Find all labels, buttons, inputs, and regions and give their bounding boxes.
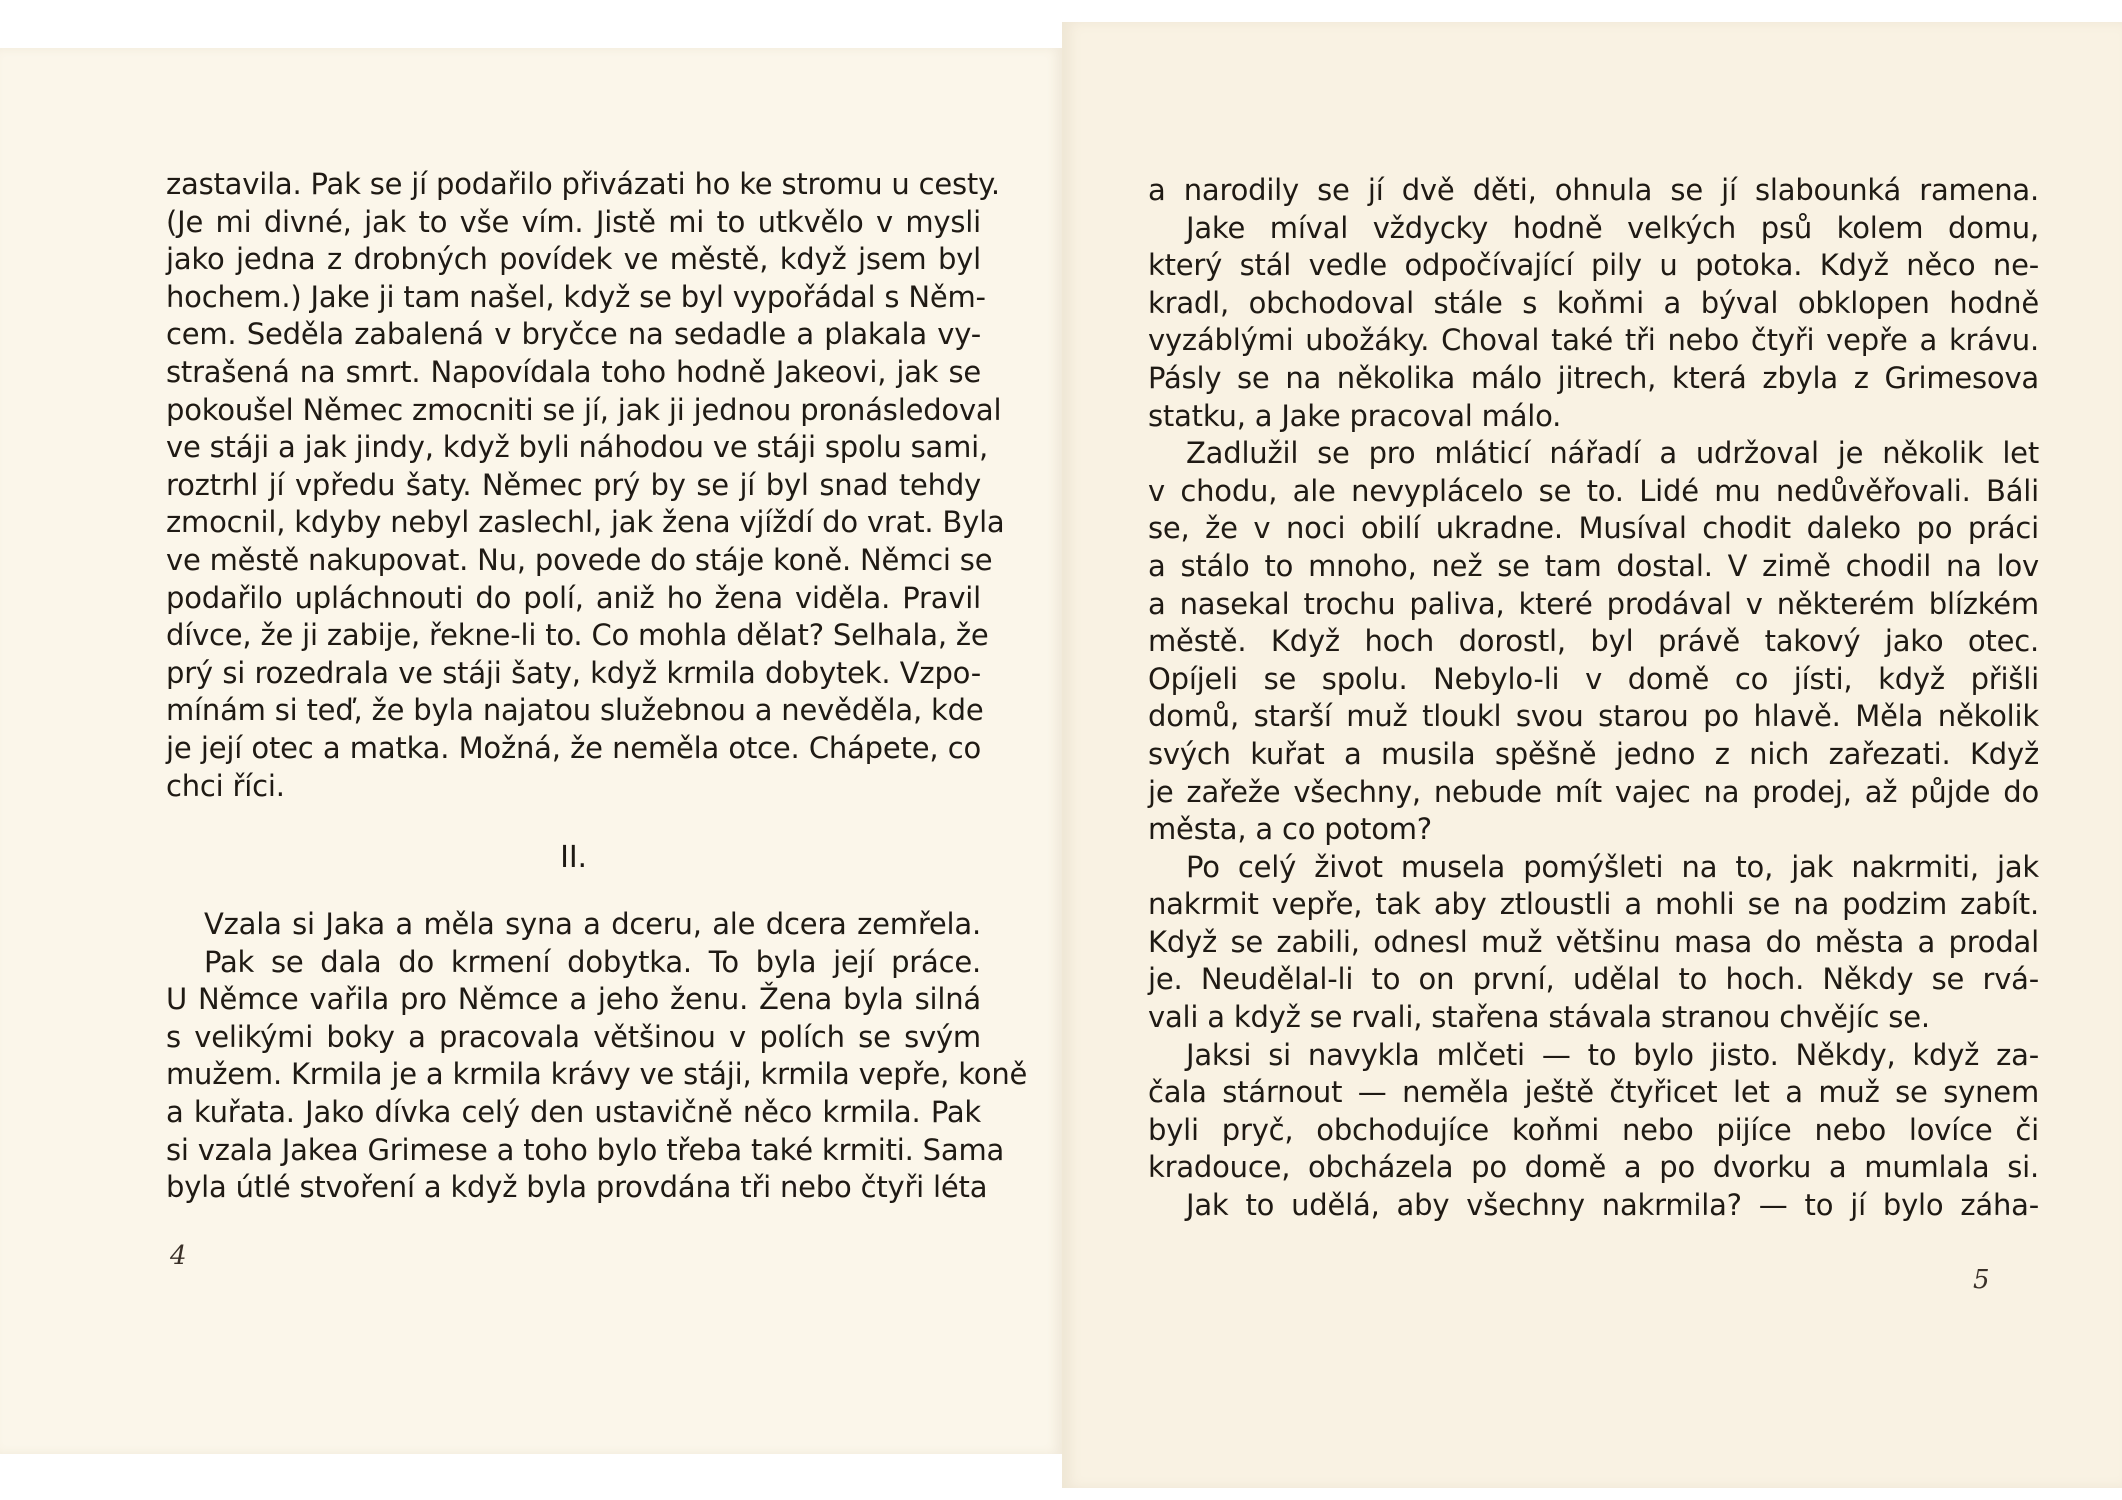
text-line: Opíjeli se spolu. Nebylo-li v domě co jísti, když přišli <box>1148 661 2039 696</box>
text-line: Pak se dala do krmení dobytka. To byla její práce. <box>204 944 981 979</box>
text-line: města, a co potom? <box>1148 812 1432 847</box>
text-line: svých kuřat a musila spěšně jedno z nich zařezati. Když <box>1148 736 2039 771</box>
text-line: Jake míval vždycky hodně velkých psů kolem domu, <box>1186 210 2039 245</box>
text-line: ve městě nakupovat. Nu, povede do stáje koně. Němci se <box>166 542 993 577</box>
text-line: městě. Když hoch dorostl, byl právě takový jako otec. <box>1148 624 2039 659</box>
text-line: zmocnil, kdyby nebyl zaslechl, jak žena vjíždí do vrat. Byla <box>166 505 1005 540</box>
text-line: s velikými boky a pracovala většinou v polích se svým <box>166 1019 981 1054</box>
text-line: Pásly se na několika málo jitrech, která zbyla z Grimesova <box>1148 360 2039 395</box>
text-line: kradouce, obcházela po domě a po dvorku a mumlala si. <box>1148 1150 2039 1185</box>
text-line: a narodily se jí dvě děti, ohnula se jí slabounká ramena. <box>1148 173 2039 207</box>
text-line: dívce, že ji zabije, řekne-li to. Co mohla dělat? Selhala, že <box>166 618 989 653</box>
text-line: Jaksi si navykla mlčeti — to bylo jisto. Někdy, když za- <box>1186 1037 2039 1072</box>
left-page <box>0 48 1062 1454</box>
text-line: strašená na smrt. Napovídala toho hodně Jakeovi, jak se <box>166 354 981 389</box>
page-number-right: 5 <box>1973 1265 1990 1295</box>
left-paragraph-2 <box>166 906 1028 1207</box>
text-line: mínám si teď, že byla najatou služebnou a nevěděla, kde <box>166 693 984 728</box>
text-line: byli pryč, obchodujíce koňmi nebo pijíce nebo lovíce či <box>1148 1112 2039 1147</box>
text-line: je její otec a matka. Možná, že neměla otce. Chápete, co <box>166 730 981 765</box>
text-line: U Němce vařila pro Němce a jeho ženu. Žena byla silná <box>166 982 981 1017</box>
chapter-heading: II. <box>560 840 587 875</box>
text-line: v chodu, ale nevyplácelo se to. Lidé mu nedůvěřovali. Báli <box>1148 473 2039 508</box>
text-line: nakrmit vepře, tak aby ztloustli a mohli se na podzim zabít. <box>1148 887 2039 922</box>
text-line: Jak to udělá, aby všechny nakrmila? — to jí bylo záha- <box>1186 1188 2039 1223</box>
text-line: podařilo upláchnouti do polí, aniž ho žena viděla. Pravil <box>166 580 981 615</box>
text-line: pokoušel Němec zmocniti se jí, jak ji jednou pronásledoval <box>166 392 1002 427</box>
text-line: chci říci. <box>166 768 285 803</box>
text-line: zastavila. Pak se jí podařilo přivázati ho ke stromu u cesty. <box>166 167 1000 201</box>
text-line: domů, starší muž tloukl svou starou po hlavě. Měla několik <box>1148 699 2039 734</box>
text-line: se, že v noci obilí ukradne. Musíval chodit daleko po práci <box>1148 511 2039 546</box>
text-line: Po celý život musela pomýšleti na to, jak nakrmiti, jak <box>1186 849 2039 884</box>
text-line: cem. Seděla zabalená v bryčce na sedadle a plakala vy- <box>166 317 981 352</box>
text-line: je zařeže všechny, nebude mít vajec na prodej, až půjde do <box>1148 774 2039 809</box>
text-line: jako jedna z drobných povídek ve městě, když jsem byl <box>166 242 981 277</box>
text-line: byla útlé stvoření a když byla provdána tři nebo čtyři léta <box>166 1170 988 1205</box>
text-line: Vzala si Jaka a měla syna a dceru, ale dcera zemřela. <box>204 907 981 941</box>
text-line: a stálo to mnoho, než se tam dostal. V zimě chodil na lov <box>1148 548 2039 583</box>
text-line: mužem. Krmila je a krmila krávy ve stáji, krmila vepře, koně <box>166 1057 1028 1092</box>
text-line: je. Neudělal-li to on první, udělal to hoch. Někdy se rvá- <box>1148 962 2039 997</box>
text-line: kradl, obchodoval stále s koňmi a býval obklopen hodně <box>1148 285 2039 320</box>
text-line: který stál vedle odpočívající pily u potoka. Když něco ne- <box>1148 248 2039 283</box>
text-line: a nasekal trochu paliva, které prodával v některém blízkém <box>1148 586 2039 621</box>
text-line: vali a když se rvali, stařena stávala stranou chvějíc se. <box>1148 1000 1930 1035</box>
text-line: prý si rozedrala ve stáji šaty, když krmila dobytek. Vzpo- <box>166 655 981 690</box>
text-line: hochem.) Jake ji tam našel, když se byl vypořádal s Něm- <box>166 279 986 314</box>
text-line: Zadlužil se pro mláticí nářadí a udržoval je několik let <box>1186 436 2039 471</box>
text-line: a kuřata. Jako dívka celý den ustavičně něco krmila. Pak <box>166 1094 981 1129</box>
text-line: si vzala Jakea Grimese a toho bylo třeba také krmiti. Sama <box>166 1132 1005 1167</box>
text-line: ve stáji a jak jindy, když byli náhodou ve stáji spolu sami, <box>166 430 988 465</box>
text-line: (Je mi divné, jak to vše vím. Jistě mi to utkvělo v mysli <box>166 204 981 239</box>
right-text <box>1148 172 2039 1225</box>
text-line: statku, a Jake pracoval málo. <box>1148 398 1562 433</box>
text-line: vyzáblými ubožáky. Choval také tři nebo čtyři vepře a krávu. <box>1148 323 2039 358</box>
text-line: čala stárnout — neměla ještě čtyřicet let a muž se synem <box>1148 1075 2039 1110</box>
left-paragraph-1 <box>166 166 1005 805</box>
page-number-left: 4 <box>170 1241 187 1271</box>
text-line: roztrhl jí vpředu šaty. Němec prý by se jí byl snad tehdy <box>166 467 981 502</box>
right-page <box>1062 22 2122 1488</box>
text-line: Když se zabili, odnesl muž většinu masa do města a prodal <box>1148 924 2039 959</box>
